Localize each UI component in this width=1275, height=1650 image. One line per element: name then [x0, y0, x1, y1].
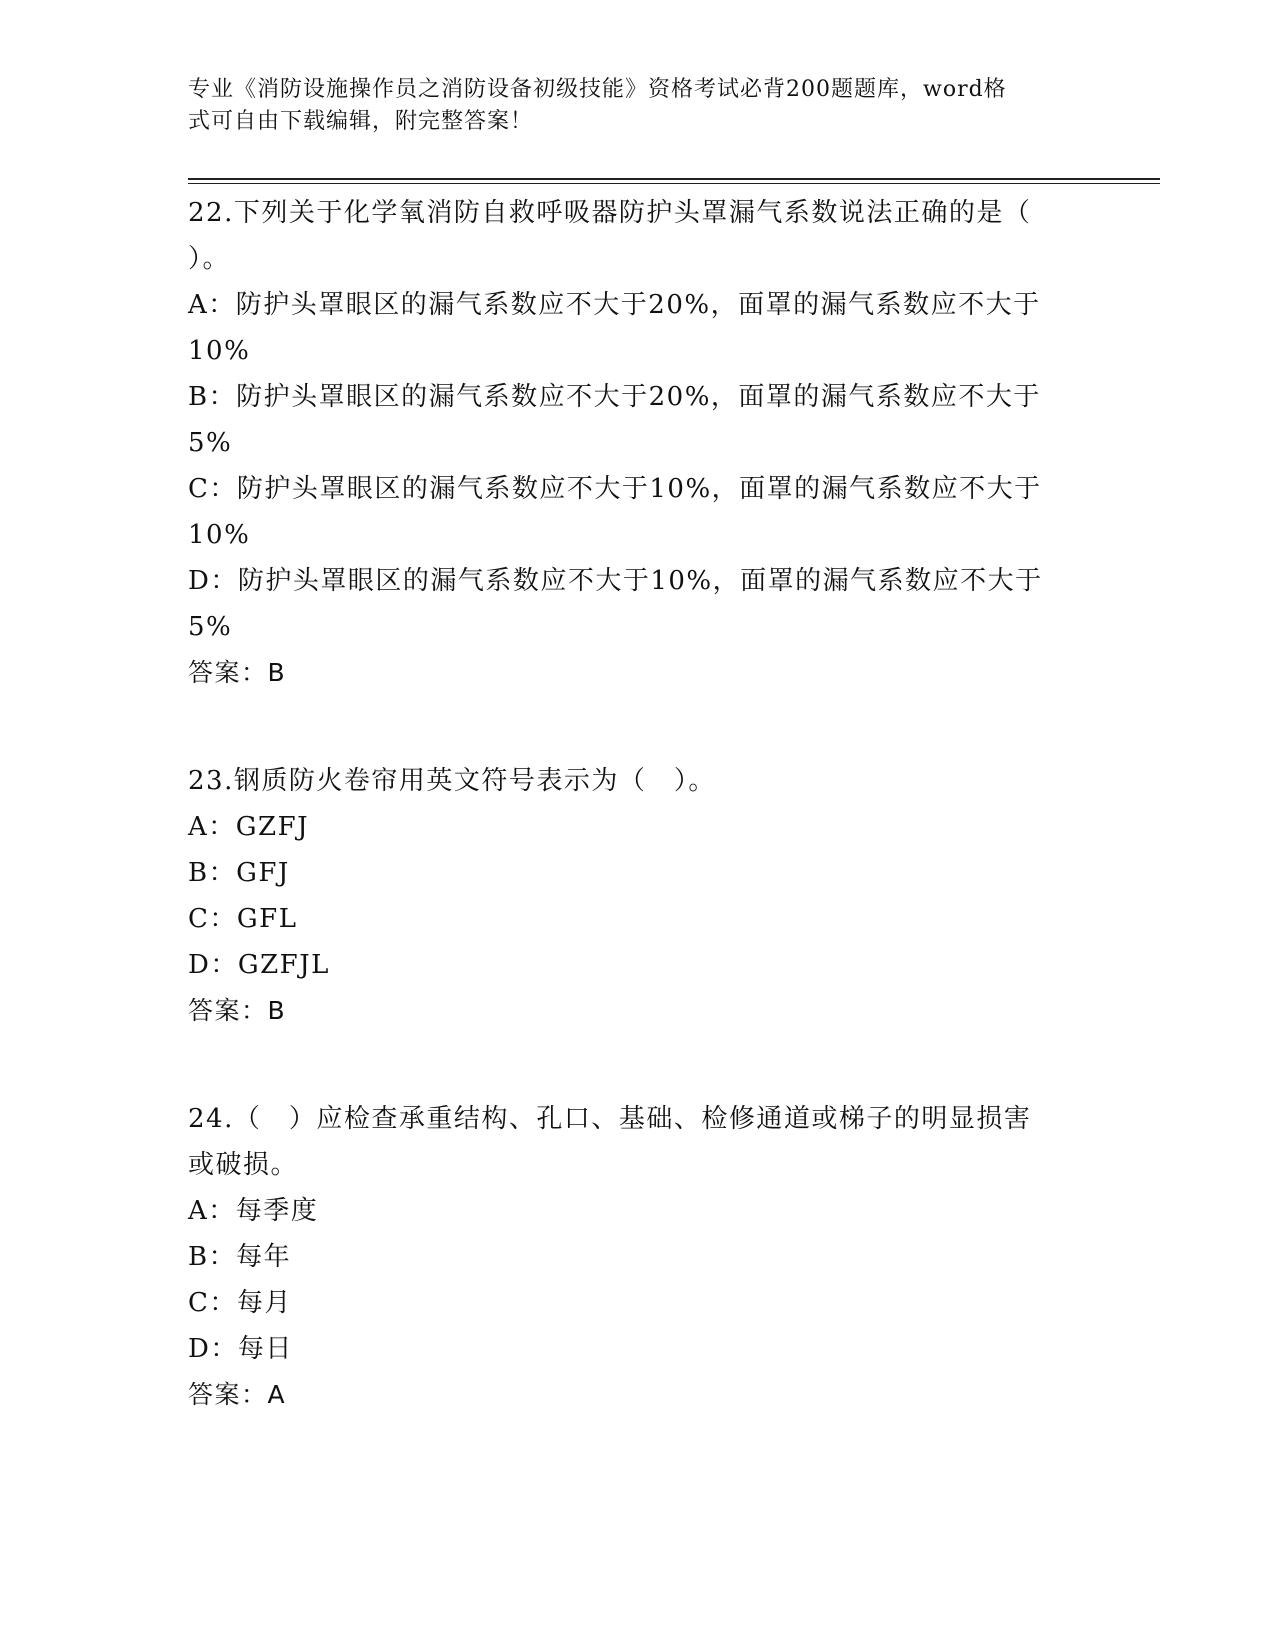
option-b: B：GFJ: [188, 858, 290, 888]
question-stem-cont: ）。: [188, 244, 231, 274]
option-c-cont: 10%: [188, 520, 251, 550]
option-a-cont: 10%: [188, 336, 251, 366]
question-stem: 22.下列关于化学氧消防自救呼吸器防护头罩漏气系数说法正确的是（: [188, 198, 1032, 228]
header-line-2: 式可自由下载编辑，附完整答案！: [188, 109, 534, 134]
option-a: A：防护头罩眼区的漏气系数应不大于20%，面罩的漏气系数应不大于: [188, 290, 1041, 320]
option-b: B：每年: [188, 1242, 292, 1272]
option-d-cont: 5%: [188, 612, 233, 642]
question-list: [188, 190, 1088, 1480]
header-divider-thick: [188, 178, 1160, 180]
option-a: A：每季度: [188, 1196, 319, 1226]
option-c: C：防护头罩眼区的漏气系数应不大于10%，面罩的漏气系数应不大于: [188, 474, 1042, 504]
option-a: A：GZFJ: [188, 812, 310, 842]
question-stem: 23.钢质防火卷帘用英文符号表示为（ ）。: [188, 766, 716, 796]
answer: 答案：A: [188, 1380, 287, 1409]
answer: 答案：B: [188, 996, 287, 1025]
option-c: C：每月: [188, 1288, 292, 1318]
option-c: C：GFL: [188, 904, 298, 934]
question-24: [188, 1096, 1088, 1418]
option-b-cont: 5%: [188, 428, 233, 458]
question-stem-cont: 或破损。: [188, 1150, 299, 1180]
header-divider-thin: [188, 183, 1160, 184]
option-d: D：防护头罩眼区的漏气系数应不大于10%，面罩的漏气系数应不大于: [188, 566, 1043, 596]
option-d: D：GZFJL: [188, 950, 330, 980]
option-b: B：防护头罩眼区的漏气系数应不大于20%，面罩的漏气系数应不大于: [188, 382, 1041, 412]
question-stem: 24.（ ）应检查承重结构、孔口、基础、检修通道或梯子的明显损害: [188, 1104, 1032, 1134]
option-d: D：每日: [188, 1334, 293, 1364]
header-line-1: 专业《消防设施操作员之消防设备初级技能》资格考试必背200题题库，word格: [188, 77, 1007, 102]
question-23: [188, 758, 1088, 1034]
question-22: [188, 190, 1088, 696]
answer: 答案：B: [188, 658, 287, 687]
document-header: [188, 74, 1068, 138]
